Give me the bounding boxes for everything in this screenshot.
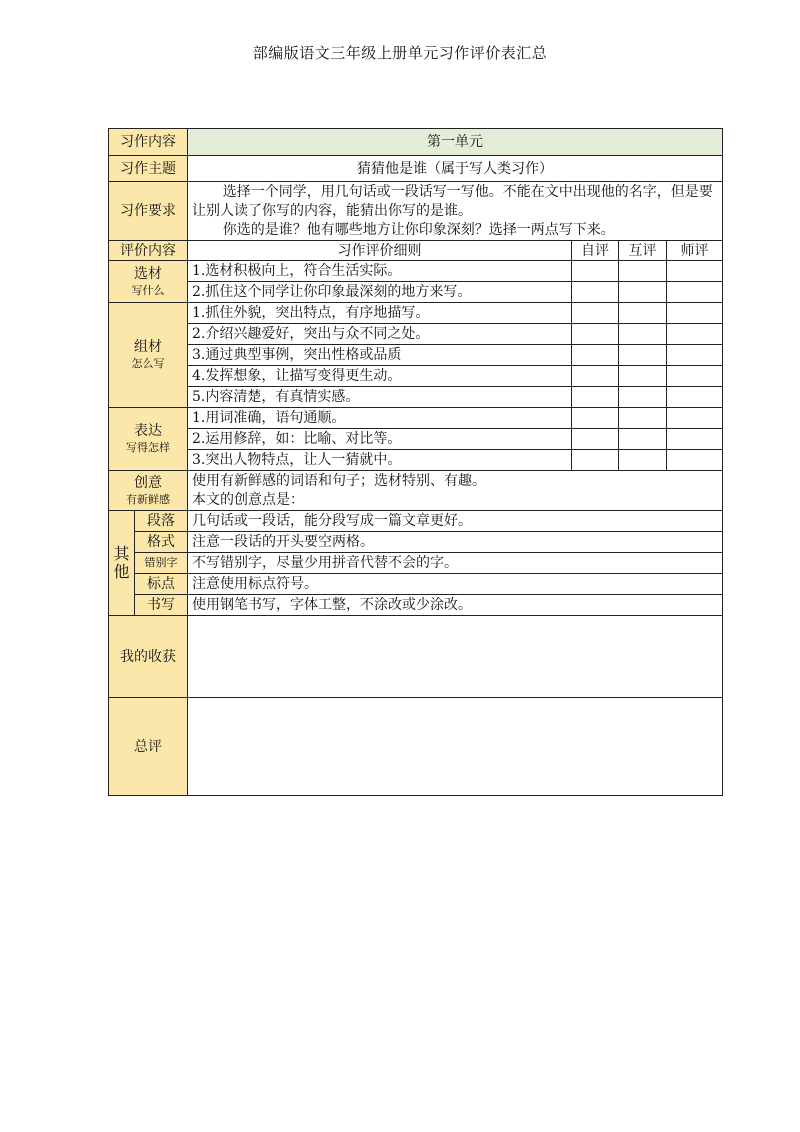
- peer-eval-cell[interactable]: [619, 429, 667, 450]
- criterion: 5.内容清楚，有真情实感。: [188, 387, 572, 408]
- criterion: 使用钢笔书写，字体工整，不涂改或少涂改。: [188, 595, 723, 616]
- self-eval-cell[interactable]: [572, 408, 619, 429]
- theme-value: 猜猜他是谁（属于写人类习作）: [188, 156, 723, 182]
- peer-eval-cell[interactable]: [619, 387, 667, 408]
- peer-eval-cell[interactable]: [619, 366, 667, 387]
- table-row: [109, 595, 723, 616]
- criterion: 使用有新鲜感的词语和句子；选材特别、有趣。: [188, 471, 723, 491]
- teacher-eval-cell[interactable]: [667, 324, 723, 345]
- row-content: [109, 129, 723, 156]
- harvest-label: 我的收获: [109, 616, 188, 698]
- table-row: [109, 303, 723, 324]
- criterion: 2.抓住这个同学让你印象最深刻的地方来写。: [188, 282, 572, 303]
- self-eval-cell[interactable]: [572, 387, 619, 408]
- sub-item-name: 段落: [135, 511, 188, 532]
- criteria-header: 习作评价细则: [188, 241, 572, 261]
- creative-point-field[interactable]: 本文的创意点是：: [188, 491, 723, 511]
- overall-field[interactable]: [188, 698, 723, 796]
- self-eval-cell[interactable]: [572, 324, 619, 345]
- teacher-eval-header: 师评: [667, 241, 723, 261]
- evaluation-table: [108, 128, 723, 796]
- sub-item-name: 格式: [135, 532, 188, 553]
- table-row: [109, 532, 723, 553]
- peer-eval-cell[interactable]: [619, 303, 667, 324]
- group-qita: [109, 511, 135, 616]
- table-row: [109, 366, 723, 387]
- self-eval-cell[interactable]: [572, 261, 619, 282]
- criterion: 1.选材积极向上，符合生活实际。: [188, 261, 572, 282]
- teacher-eval-cell[interactable]: [667, 387, 723, 408]
- self-eval-cell[interactable]: [572, 429, 619, 450]
- table-row: [109, 553, 723, 574]
- peer-eval-cell[interactable]: [619, 345, 667, 366]
- table-row: [109, 261, 723, 282]
- group-title: 组材: [134, 339, 162, 355]
- criterion: 注意使用标点符号。: [188, 574, 723, 595]
- overall-label: 总评: [109, 698, 188, 796]
- document-title: 部编版语文三年级上册单元习作评价表汇总: [252, 44, 548, 62]
- group-chuangyi: [109, 471, 188, 511]
- requirement-label: 习作要求: [109, 182, 188, 241]
- table-row: [109, 387, 723, 408]
- self-eval-cell[interactable]: [572, 303, 619, 324]
- table-row: [109, 429, 723, 450]
- peer-eval-cell[interactable]: [619, 261, 667, 282]
- table-row: [109, 491, 723, 511]
- row-requirement: [109, 182, 723, 241]
- table-row: [109, 282, 723, 303]
- group-title: 表达: [134, 423, 162, 439]
- theme-label: 习作主题: [109, 156, 188, 182]
- peer-eval-header: 互评: [619, 241, 667, 261]
- self-eval-cell[interactable]: [572, 450, 619, 471]
- group-title: 创意: [134, 474, 162, 491]
- teacher-eval-cell[interactable]: [667, 366, 723, 387]
- harvest-field[interactable]: [188, 616, 723, 698]
- requirement-paragraph-1: 选择一个同学，用几句话或一段话写一写他。不能在文中出现他的名字，但是要让别人读了你写的内容，能猜出你写的是谁。: [192, 183, 713, 219]
- teacher-eval-cell[interactable]: [667, 408, 723, 429]
- teacher-eval-cell[interactable]: [667, 303, 723, 324]
- criterion: 1.用词准确，语句通顺。: [188, 408, 572, 429]
- criterion: 注意一段话的开头要空两格。: [188, 532, 723, 553]
- teacher-eval-cell[interactable]: [667, 345, 723, 366]
- group-zucai: [109, 303, 188, 408]
- table-row: [109, 408, 723, 429]
- row-column-headers: [109, 241, 723, 261]
- group-subtitle: 写什么: [131, 283, 165, 297]
- peer-eval-cell[interactable]: [619, 450, 667, 471]
- group-xuancai: [109, 261, 188, 303]
- sub-item-name: 书写: [135, 595, 188, 616]
- teacher-eval-cell[interactable]: [667, 450, 723, 471]
- requirement-paragraph-2: 你选的是谁？他有哪些地方让你印象深刻？选择一两点写下来。: [222, 221, 615, 238]
- sub-item-name: 标点: [135, 574, 188, 595]
- group-subtitle: 有新鲜感: [126, 492, 170, 506]
- table-row: [109, 450, 723, 471]
- row-theme: [109, 156, 723, 182]
- row-harvest: [109, 616, 723, 698]
- teacher-eval-cell[interactable]: [667, 261, 723, 282]
- peer-eval-cell[interactable]: [619, 408, 667, 429]
- group-title: 其他: [113, 544, 130, 581]
- criterion: 2.介绍兴趣爱好，突出与众不同之处。: [188, 324, 572, 345]
- criterion: 3.通过典型事例，突出性格或品质: [188, 345, 572, 366]
- row-overall: [109, 698, 723, 796]
- self-eval-cell[interactable]: [572, 366, 619, 387]
- criterion: 3.突出人物特点，让人一猜就中。: [188, 450, 572, 471]
- teacher-eval-cell[interactable]: [667, 429, 723, 450]
- requirement-text: [188, 182, 723, 241]
- self-eval-header: 自评: [572, 241, 619, 261]
- teacher-eval-cell[interactable]: [667, 282, 723, 303]
- self-eval-cell[interactable]: [572, 282, 619, 303]
- table-row: [109, 511, 723, 532]
- group-subtitle: 写得怎样: [126, 441, 170, 454]
- table-row: [109, 324, 723, 345]
- table-row: [109, 345, 723, 366]
- group-title: 选材: [134, 265, 162, 282]
- criterion: 几句话或一段话，能分段写成一篇文章更好。: [188, 511, 723, 532]
- criterion: 1.抓住外貌，突出特点，有序地描写。: [188, 303, 572, 324]
- self-eval-cell[interactable]: [572, 345, 619, 366]
- group-biaoda: [109, 408, 188, 471]
- criterion: 不写错别字，尽量少用拼音代替不会的字。: [188, 553, 723, 574]
- content-label: 习作内容: [109, 129, 188, 156]
- sub-item-name: 错别字: [135, 553, 188, 574]
- peer-eval-cell[interactable]: [619, 324, 667, 345]
- eval-content-header: 评价内容: [109, 241, 188, 261]
- peer-eval-cell[interactable]: [619, 282, 667, 303]
- table-row: [109, 574, 723, 595]
- group-subtitle: 怎么写: [131, 357, 165, 370]
- criterion: 2.运用修辞，如：比喻、对比等。: [188, 429, 572, 450]
- criterion: 4.发挥想象，让描写变得更生动。: [188, 366, 572, 387]
- unit-value: 第一单元: [188, 129, 723, 156]
- table-row: [109, 471, 723, 491]
